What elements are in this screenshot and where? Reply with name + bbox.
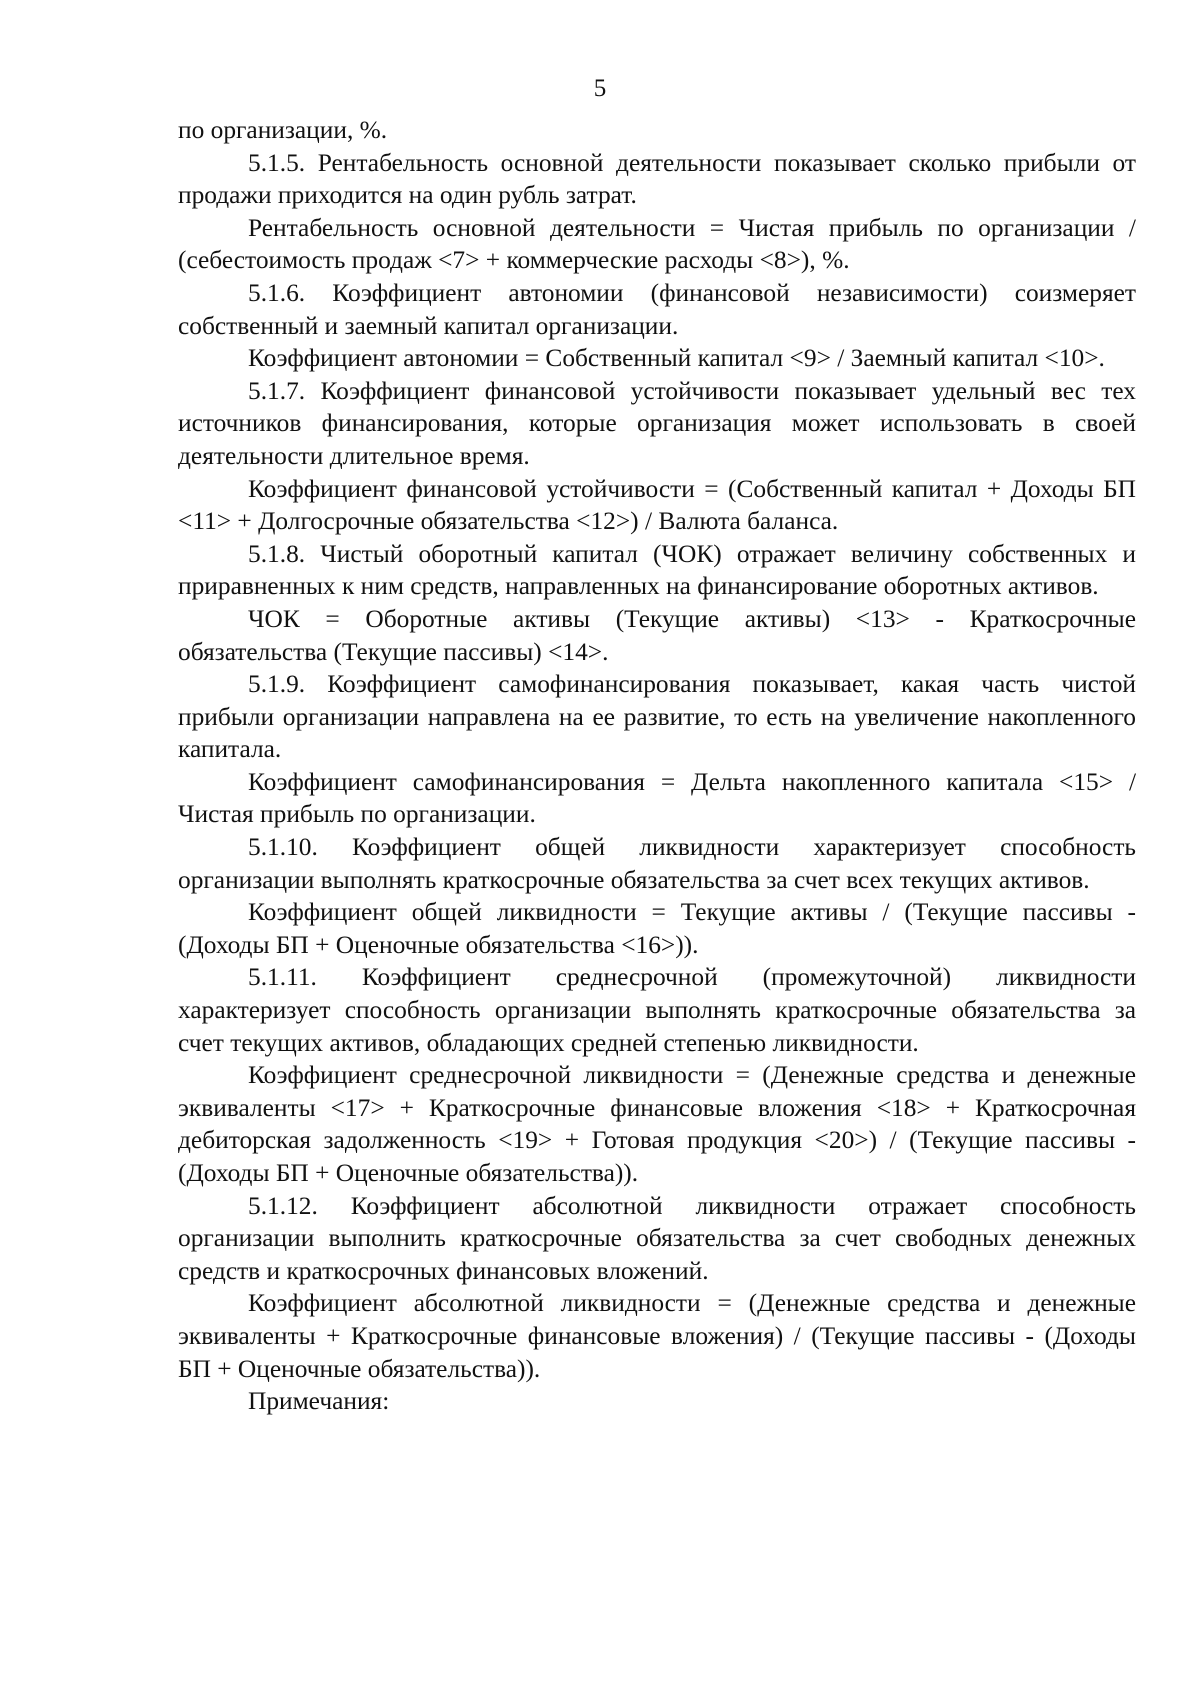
notes-heading: Примечания: (248, 1387, 390, 1416)
paragraph-5-1-11: 5.1.11. Коэффициент среднесрочной (промежуточной) ликвидности характеризует способность организации выполнять краткосрочные обязательства за счет текущих активов, обладающих средней степенью ликвидности. (178, 963, 1136, 1057)
paragraph-5-1-10: 5.1.10. Коэффициент общей ликвидности характеризует способность организации выполнять краткосрочные обязательства за счет всех текущих активов. (178, 833, 1136, 894)
formula-net-working-capital: ЧОК = Оборотные активы (Текущие активы) <13> - Краткосрочные обязательства (Текущие пассивы) <14>. (178, 604, 1136, 666)
paragraph-5-1-8: 5.1.8. Чистый оборотный капитал (ЧОК) отражает величину собственных и приравненных к ним средств, направленных на финансирование оборотных активов. (178, 539, 1136, 601)
formula-general-liquidity: Коэффициент общей ликвидности = Текущие активы / (Текущие пассивы - (Доходы БП + Оценочные обязательства <16>)). (178, 898, 1136, 959)
document-body (178, 114, 1136, 1418)
paragraph-continuation: по организации, %. (178, 116, 388, 144)
formula-operating-profitability: Рентабельность основной деятельности = Чистая прибыль по организации / (себестоимость продаж <7> + коммерческие расходы <8>), %. (178, 213, 1136, 275)
paragraph-5-1-6: 5.1.6. Коэффициент автономии (финансовой независимости) соизмеряет собственный и заемный капитал организации. (178, 278, 1136, 340)
paragraph-5-1-12: 5.1.12. Коэффициент абсолютной ликвидности отражает способность организации выполнить краткосрочные обязательства за счет свободных денежных средств и краткосрочных финансовых вложений. (178, 1191, 1136, 1285)
paragraph-5-1-9: 5.1.9. Коэффициент самофинансирования показывает, какая часть чистой прибыли организации направлена на ее развитие, то есть на увеличение накопленного капитала. (178, 670, 1136, 764)
paragraph-5-1-5: 5.1.5. Рентабельность основной деятельности показывает сколько прибыли от продажи приходится на один рубль затрат. (178, 148, 1136, 210)
paragraph-5-1-7: 5.1.7. Коэффициент финансовой устойчивости показывает удельный вес тех источников финансирования, которые организация может использовать в своей деятельности длительное время. (178, 376, 1136, 470)
formula-self-financing-ratio: Коэффициент самофинансирования = Дельта накопленного капитала <15> / Чистая прибыль по организации. (178, 767, 1136, 829)
formula-financial-stability-ratio: Коэффициент финансовой устойчивости = (Собственный капитал + Доходы БП <11> + Долгосрочные обязательства <12>) / Валюта баланса. (178, 474, 1136, 536)
formula-autonomy-ratio: Коэффициент автономии = Собственный капитал <9> / Заемный капитал <10>. (248, 344, 1105, 373)
formula-medium-term-liquidity: Коэффициент среднесрочной ликвидности = (Денежные средства и денежные эквиваленты <17> + Краткосрочные финансовые вложения <18> + Краткосрочная дебиторская задолженность <19> + Готовая продукция <20>) / (Текущие пассивы - (Доходы БП + Оценочные обязательства)). (178, 1061, 1136, 1187)
formula-absolute-liquidity: Коэффициент абсолютной ликвидности = (Денежные средства и денежные эквиваленты + Краткосрочные финансовые вложения) / (Текущие пассивы - (Доходы БП + Оценочные обязательства)). (178, 1289, 1136, 1383)
page-number: 5 (593, 75, 607, 102)
